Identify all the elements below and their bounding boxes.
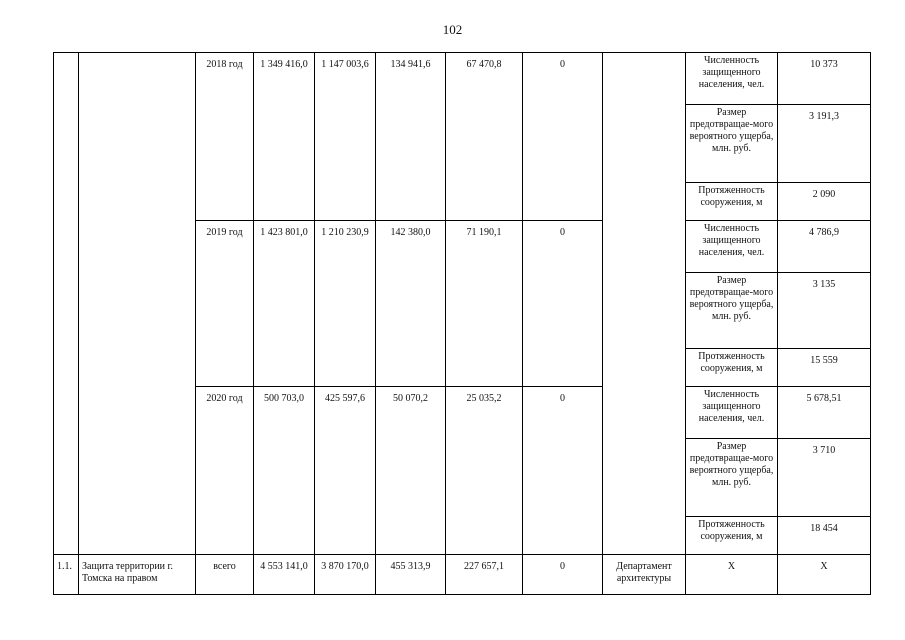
value-cell: 1 147 003,6 — [315, 53, 376, 221]
indicator-label: Численность защищенного населения, чел. — [686, 387, 778, 439]
indicator-value: Х — [778, 555, 871, 595]
value-cell: 134 941,6 — [376, 53, 446, 221]
value-cell: 425 597,6 — [315, 387, 376, 555]
year-cell: 2020 год — [196, 387, 254, 555]
value-cell: 1 349 416,0 — [254, 53, 315, 221]
value-cell: 1 423 801,0 — [254, 221, 315, 387]
year-cell: всего — [196, 555, 254, 595]
value-cell: 71 190,1 — [446, 221, 523, 387]
indicator-value: 3 135 — [778, 273, 871, 349]
value-cell: 50 070,2 — [376, 387, 446, 555]
value-cell: 142 380,0 — [376, 221, 446, 387]
program-table — [53, 52, 871, 595]
indicator-label: Размер предотвращае-мого вероятного ущерба, млн. руб. — [686, 105, 778, 183]
indicator-label: Размер предотвращае-мого вероятного ущерба, млн. руб. — [686, 273, 778, 349]
row-name-cell — [79, 53, 196, 555]
indicator-label: Протяженность сооружения, м — [686, 183, 778, 221]
indicator-value: 15 559 — [778, 349, 871, 387]
indicator-value: 3 191,3 — [778, 105, 871, 183]
value-cell: 0 — [523, 555, 603, 595]
value-cell: 3 870 170,0 — [315, 555, 376, 595]
year-cell: 2018 год — [196, 53, 254, 221]
value-cell: 4 553 141,0 — [254, 555, 315, 595]
table-row — [54, 53, 871, 105]
value-cell: 227 657,1 — [446, 555, 523, 595]
indicator-value: 2 090 — [778, 183, 871, 221]
indicator-label: Размер предотвращае-мого вероятного ущерба, млн. руб. — [686, 439, 778, 517]
value-cell: 1 210 230,9 — [315, 221, 376, 387]
row-num-cell — [54, 53, 79, 555]
value-cell: 0 — [523, 221, 603, 387]
year-cell: 2019 год — [196, 221, 254, 387]
page-number: 102 — [442, 22, 463, 37]
value-cell: 500 703,0 — [254, 387, 315, 555]
indicator-label: Протяженность сооружения, м — [686, 517, 778, 555]
value-cell: 0 — [523, 387, 603, 555]
indicator-label: Численность защищенного населения, чел. — [686, 221, 778, 273]
indicator-label: Протяженность сооружения, м — [686, 349, 778, 387]
indicator-value: 10 373 — [778, 53, 871, 105]
indicator-value: 5 678,51 — [778, 387, 871, 439]
indicator-label: Х — [686, 555, 778, 595]
indicator-value: 18 454 — [778, 517, 871, 555]
indicator-value: 4 786,9 — [778, 221, 871, 273]
value-cell: 67 470,8 — [446, 53, 523, 221]
indicator-label: Численность защищенного населения, чел. — [686, 53, 778, 105]
executor-cell — [603, 53, 686, 555]
table-row — [54, 555, 871, 595]
executor-cell: Департамент архитектуры — [603, 555, 686, 595]
value-cell: 25 035,2 — [446, 387, 523, 555]
row-num-cell: 1.1. — [54, 555, 79, 595]
row-name-cell: Защита территории г. Томска на правом — [79, 555, 196, 595]
indicator-value: 3 710 — [778, 439, 871, 517]
value-cell: 0 — [523, 53, 603, 221]
value-cell: 455 313,9 — [376, 555, 446, 595]
